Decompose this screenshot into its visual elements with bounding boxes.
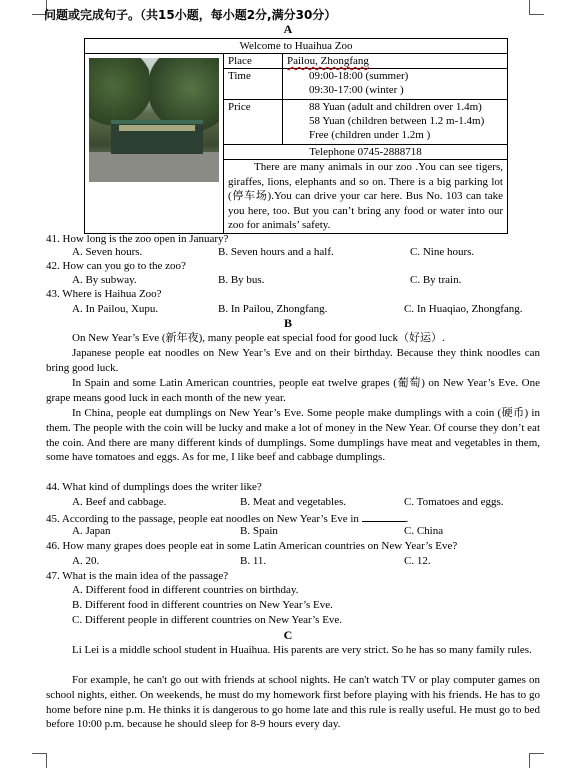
b-paragraph-4: In China, people eat dumplings on New Year’s Eve. Some people make dumplings with a coin (硬币) in them. The people with the coin will be lucky and make a lot of money in the New Year. Of course they don’t eat the coin. And there are many different kinds of dumplings. Some dumplings have meat and vegetables in them, some have tomatoes and eggs. As for me, I like beef and cabbage dumplings. bbox=[46, 407, 540, 464]
question-42: 42. How can you go to the zoo? bbox=[46, 260, 186, 272]
q43-option-c: C. In Huaqiao, Zhongfang. bbox=[404, 303, 523, 315]
question-41: 41. How long is the zoo open in January? bbox=[46, 233, 229, 245]
zoo-title: Welcome to Huaihua Zoo bbox=[85, 39, 508, 54]
question-45: 45. According to the passage, people eat noodles on New Year’s Eve in . bbox=[46, 513, 409, 525]
b-paragraph-1: On New Year’s Eve (新年夜), many people eat special food for good luck（好运）. bbox=[72, 332, 445, 344]
q46-option-a: A. 20. bbox=[72, 555, 100, 567]
q45-option-b: B. Spain bbox=[240, 525, 278, 537]
time-label: Time bbox=[224, 69, 283, 100]
c-paragraph-2: For example, he can't go out with friends at school nights. He can't watch TV or play computer games on school nights, either. On weekends, he must do my homework first before playing with his friends. He has to go home before nine p.m. He thinks it is dangerous to go home late and this rule is really useful. He must go to bed before 10:00 p.m. because he should sleep for 8-9 hours every day. bbox=[46, 674, 540, 731]
q46-option-b: B. 11. bbox=[240, 555, 267, 567]
q45-option-c: C. China bbox=[404, 525, 444, 537]
zoo-photo-cell bbox=[85, 54, 224, 234]
q46-option-c: C. 12. bbox=[404, 555, 431, 567]
q41-option-c: C. Nine hours. bbox=[410, 246, 475, 258]
q43-option-b: B. In Pailou, Zhongfang. bbox=[218, 303, 328, 315]
answer-blank bbox=[362, 511, 406, 522]
q44-option-a: A. Beef and cabbage. bbox=[72, 496, 167, 508]
c-paragraph-1: Li Lei is a middle school student in Huaihua. His parents are very strict. So he has so many family rules. bbox=[72, 644, 532, 656]
q47-option-a: A. Different food in different countries on birthday. bbox=[72, 584, 299, 596]
q43-option-a: A. In Pailou, Xupu. bbox=[72, 303, 159, 315]
price-label: Price bbox=[224, 100, 283, 145]
b-paragraph-2: Japanese people eat noodles on New Year’s Eve and on their birthday. Because they think noodles can bring good luck. bbox=[46, 347, 540, 374]
place-value: Pailou, Zhongfang bbox=[283, 54, 508, 69]
section-header: 问题或完成句子。（共15小题，每小题2分,满分30分） bbox=[44, 8, 337, 22]
question-47: 47. What is the main idea of the passage? bbox=[46, 570, 229, 582]
q42-option-b: B. By bus. bbox=[218, 274, 265, 286]
q41-option-b: B. Seven hours and a half. bbox=[218, 246, 334, 258]
question-46: 46. How many grapes does people eat in some Latin American countries on New Year’s Eve? bbox=[46, 540, 458, 552]
crop-mark-bottom-right bbox=[529, 753, 544, 768]
zoo-description: There are many animals in our zoo .You can see tigers, giraffes, lions, elephants and so on. There is a big parking lot (停车场).You can drive your car here. Bus No. 103 can take you here, too. But you can’t bring any food or water into our zoo for animals’ safety. bbox=[224, 160, 508, 234]
q41-option-a: A. Seven hours. bbox=[72, 246, 143, 258]
q44-option-b: B. Meat and vegetables. bbox=[240, 496, 346, 508]
q44-option-c: C. Tomatoes and eggs. bbox=[404, 496, 504, 508]
section-a-label: A bbox=[283, 22, 293, 36]
question-44: 44. What kind of dumplings does the writer like? bbox=[46, 481, 262, 493]
q42-option-a: A. By subway. bbox=[72, 274, 137, 286]
q47-option-b: B. Different food in different countries on New Year’s Eve. bbox=[72, 599, 333, 611]
section-b-label: B bbox=[283, 316, 292, 330]
telephone: Telephone 0745-2888718 bbox=[224, 145, 508, 160]
section-c-label: C bbox=[283, 628, 293, 642]
q47-option-c: C. Different people in different countries on New Year’s Eve. bbox=[72, 614, 343, 626]
b-paragraph-3: In Spain and some Latin American countries, people eat twelve grapes (葡萄) on New Year’s Eve. One grape means good luck in each month of the new year. bbox=[46, 377, 540, 404]
crop-mark-bottom-left bbox=[32, 753, 47, 768]
q45-option-a: A. Japan bbox=[72, 525, 111, 537]
question-43: 43. Where is Haihua Zoo? bbox=[46, 288, 162, 300]
price-value: 88 Yuan (adult and children over 1.4m) 58 Yuan (children between 1.2 m-1.4m) Free (children under 1.2m ) bbox=[283, 100, 508, 145]
crop-mark-top-right bbox=[529, 0, 544, 15]
place-label: Place bbox=[224, 54, 283, 69]
time-value: 09:00-18:00 (summer) 09:30-17:00 (winter ) bbox=[283, 69, 508, 100]
q42-option-c: C. By train. bbox=[410, 274, 462, 286]
zoo-info-table bbox=[84, 38, 508, 234]
zoo-gate-photo bbox=[89, 58, 219, 182]
